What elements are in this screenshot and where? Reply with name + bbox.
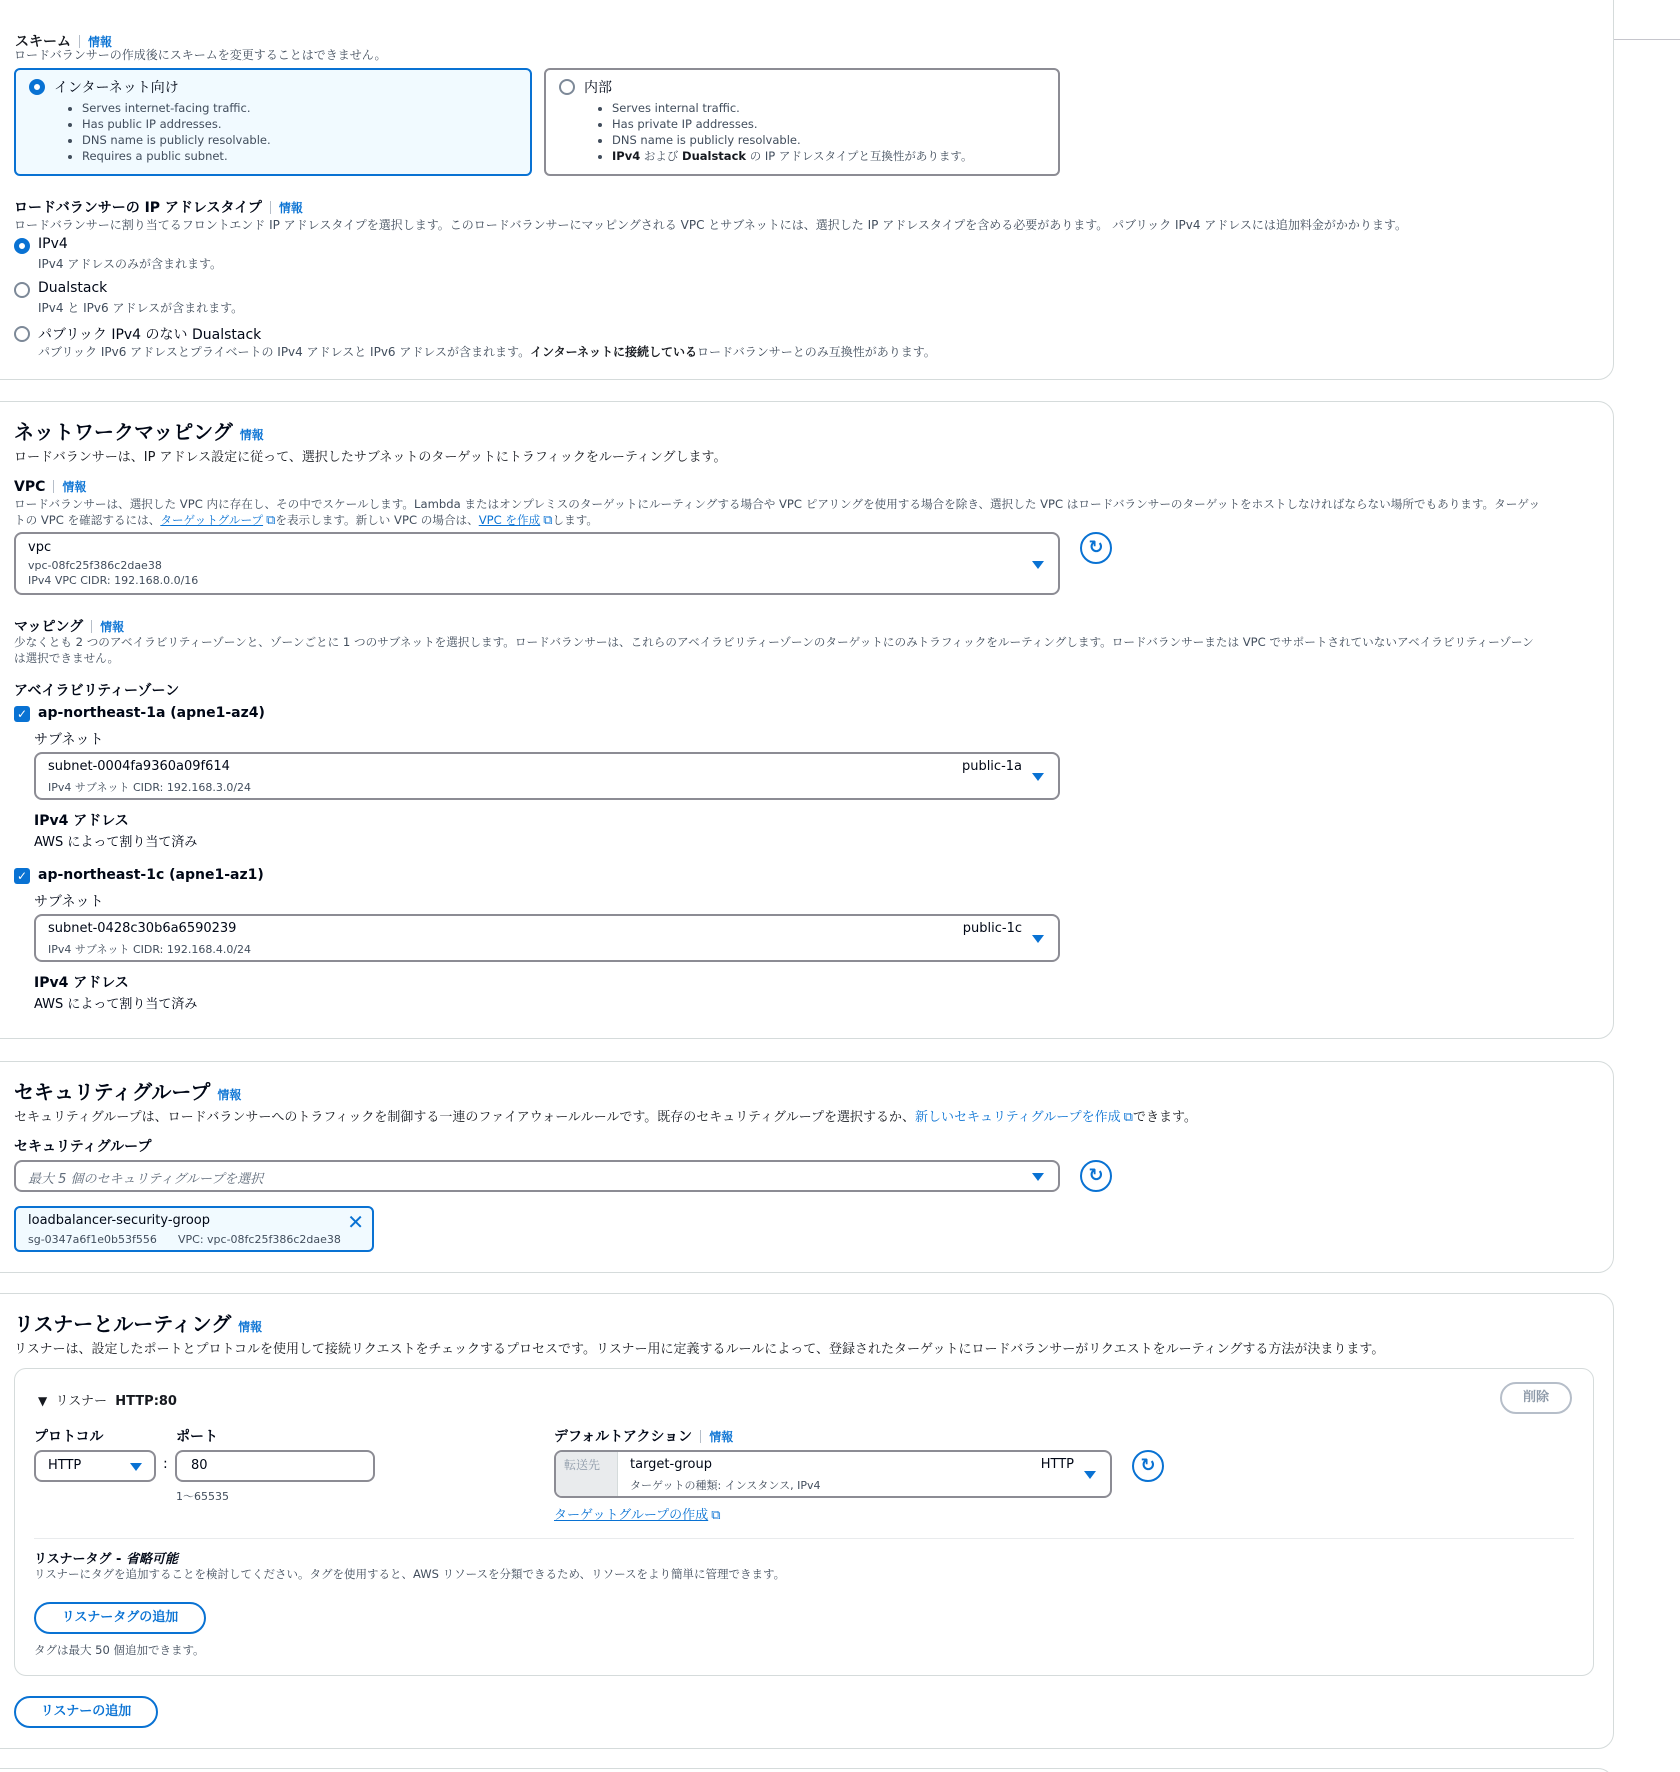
protocol-select[interactable]: [34, 1450, 156, 1482]
vpc-select[interactable]: [14, 532, 1060, 595]
list-item: • Serves internal traffic.: [612, 100, 973, 116]
internet-facing-radio[interactable]: [29, 79, 45, 95]
listener-panel: [14, 1368, 1594, 1676]
bullet-text: および: [640, 149, 683, 163]
security-groups-title: セキュリティグループ: [14, 1080, 211, 1104]
dualstack-bold: Dualstack: [682, 149, 747, 163]
default-action-info-link[interactable]: 情報: [709, 1430, 734, 1444]
listeners-description: リスナーは、設定したポートとプロトコルを使用して接続リクエストをチェックするプロセスです。リスナー用に定義するルールによって、登録されたターゲットにロードバランサーがリクエストをルーティングする方法が決まります。: [14, 1342, 1385, 1357]
target-group-refresh-button[interactable]: [1132, 1450, 1164, 1482]
vpc-info-link[interactable]: 情報: [62, 480, 87, 494]
desc-text: ロードバランサーとのみ互換性があります。: [697, 345, 936, 359]
dualstack-option-label: Dualstack: [38, 280, 108, 296]
az2-subnet-cidr: IPv4 サブネット CIDR: 192.168.4.0/24: [48, 943, 252, 956]
list-item: [612, 148, 973, 164]
az2-ip-label: IPv4 アドレス: [34, 975, 129, 991]
security-group-placeholder: 最大 5 個のセキュリティグループを選択: [28, 1172, 264, 1187]
caret-down-icon: [1084, 1471, 1096, 1479]
security-group-token: [14, 1206, 374, 1252]
desc-text: トの VPC を確認するには、: [14, 513, 161, 527]
network-mapping-title: ネットワークマッピング: [14, 420, 233, 444]
az1-subnet-cidr: IPv4 サブネット CIDR: 192.168.3.0/24: [48, 781, 252, 794]
internet-facing-bullets: [82, 100, 271, 164]
vpc-select-id: vpc-08fc25f386c2dae38: [28, 559, 162, 572]
tags-optional: 省略可能: [125, 1552, 178, 1567]
dualstack-no-public-ipv4-desc: [38, 343, 936, 360]
security-group-refresh-button[interactable]: [1080, 1160, 1112, 1192]
remove-listener-button[interactable]: 削除: [1500, 1382, 1572, 1414]
security-group-field-label: セキュリティグループ: [14, 1139, 152, 1155]
list-item: • Has private IP addresses.: [612, 116, 973, 132]
checkmark-icon: ✓: [16, 707, 28, 721]
create-target-group-link[interactable]: [554, 1504, 720, 1523]
link-text: VPC を作成: [478, 513, 541, 527]
listener-name: HTTP:80: [115, 1394, 177, 1409]
protocol-label: プロトコル: [34, 1429, 104, 1445]
port-value: 80: [191, 1458, 208, 1473]
vpc-select-name: vpc: [28, 540, 52, 555]
scheme-tile-internet-facing[interactable]: [14, 68, 532, 176]
vpc-label: VPC: [14, 479, 46, 495]
internal-radio[interactable]: [559, 79, 575, 95]
vpc-select-cidr: IPv4 VPC CIDR: 192.168.0.0/16: [28, 574, 199, 587]
protocol-value: HTTP: [48, 1458, 82, 1473]
target-group-desc: ターゲットの種類: インスタンス, IPv4: [630, 1479, 821, 1492]
desc-text: します。: [552, 513, 598, 527]
vpc-description-line2: [14, 512, 598, 528]
listener-prefix: リスナー: [55, 1394, 107, 1409]
ipv4-option-label: IPv4: [38, 236, 68, 252]
bullet-text: の IP アドレスタイプと互換性があります。: [746, 149, 973, 163]
az1-subnet-label: サブネット: [34, 732, 104, 748]
external-link-icon: ⧉: [711, 1508, 721, 1523]
ipv4-radio[interactable]: [14, 238, 30, 254]
refresh-icon: ↻: [1088, 537, 1104, 558]
token-vpc: VPC: vpc-08fc25f386c2dae38: [178, 1233, 341, 1246]
dualstack-no-public-ipv4-label: パブリック IPv4 のない Dualstack: [38, 327, 262, 343]
target-group-name: target-group: [630, 1457, 712, 1472]
target-group-select[interactable]: [554, 1450, 1112, 1498]
az-label: アベイラビリティーゾーン: [14, 683, 180, 699]
dualstack-no-public-ipv4-radio[interactable]: [14, 326, 30, 342]
create-security-group-link[interactable]: [915, 1110, 1133, 1125]
az2-ip-value: AWS によって割り当て済み: [34, 997, 198, 1012]
link-text: ターゲットグループの作成: [554, 1508, 709, 1523]
scheme-tile-internal[interactable]: [544, 68, 1060, 176]
listener-tags-heading: [34, 1548, 178, 1567]
network-mapping-heading: [14, 416, 264, 445]
listener-divider: [34, 1538, 1574, 1539]
scheme-title-text: スキーム: [15, 34, 71, 50]
scheme-info-link[interactable]: 情報: [88, 35, 113, 49]
security-info-link[interactable]: 情報: [217, 1088, 242, 1102]
mapping-label: マッピング: [14, 619, 84, 635]
mapping-description-line1: 少なくとも 2 つのアベイラビリティーゾーンと、ゾーンごとに 1 つのサブネットを選択します。ロードバランサーは、これらのアベイラビリティーゾーンのターゲットにのみトラフィックをルーティングします。ロードバランサーまたは VPC でサポートされていないアベイラビリティーゾーン: [14, 635, 1534, 649]
internal-bullets: [612, 100, 973, 164]
caret-down-icon: [1032, 1173, 1044, 1181]
security-groups-description: [14, 1106, 1197, 1125]
security-group-select[interactable]: [14, 1160, 1060, 1192]
caret-expanded-icon: ▼: [38, 1394, 48, 1408]
desc-text: できます。: [1132, 1110, 1197, 1125]
mapping-info-link[interactable]: 情報: [100, 620, 125, 634]
list-item: • DNS name is publicly resolvable.: [612, 132, 973, 148]
forward-to-label: 転送先: [556, 1452, 618, 1496]
external-link-icon: ⧉: [543, 513, 553, 528]
dualstack-radio[interactable]: [14, 282, 30, 298]
listeners-title: リスナーとルーティング: [14, 1312, 232, 1336]
desc-text: パブリック IPv6 アドレスとプライベートの IPv4 アドレスと IPv6 アドレスが含まれます。: [38, 345, 531, 359]
az2-subnet-select[interactable]: [34, 914, 1060, 962]
refresh-icon: ↻: [1140, 1455, 1156, 1476]
az1-subnet-select[interactable]: [34, 752, 1060, 800]
az2-subnet-id: subnet-0428c30b6a6590239: [48, 921, 237, 936]
az2-subnet-name: public-1c: [962, 921, 1022, 936]
desc-text: セキュリティグループは、ロードバランサーへのトラフィックを制御する一連のファイアウォールルールです。既存のセキュリティグループを選択するか、: [14, 1110, 915, 1125]
port-input[interactable]: [175, 1450, 375, 1482]
desc-text: を表示します。新しい VPC の場合は、: [275, 513, 479, 527]
network-info-link[interactable]: 情報: [239, 428, 264, 442]
listeners-info-link[interactable]: 情報: [238, 1320, 263, 1334]
ip-type-description: ロードバランサーに割り当てるフロントエンド IP アドレスタイプを選択します。このロードバランサーにマッピングされる VPC とサブネットには、選択した IP アドレスタイプを含める必要があります。 パブリック IPv4 アドレスには追加料金がかかります。: [14, 218, 1407, 232]
vpc-heading: [14, 478, 86, 495]
token-name: loadbalancer-security-groop: [28, 1213, 211, 1228]
add-listener-button[interactable]: リスナーの追加: [14, 1696, 158, 1728]
listeners-heading: [14, 1308, 262, 1337]
port-label: ポート: [176, 1429, 218, 1445]
default-action-label: デフォルトアクション: [554, 1429, 693, 1445]
mapping-description-line2: は選択できません。: [14, 651, 120, 665]
az1-subnet-name: public-1a: [961, 759, 1022, 774]
tags-label: リスナータグ -: [34, 1552, 126, 1567]
refresh-icon: ↻: [1088, 1165, 1104, 1186]
list-item: • Requires a public subnet.: [82, 148, 271, 164]
listener-tags-description: リスナーにタグを追加することを検討してください。タグを使用すると、AWS リソースを分類できるため、リソースをより簡単に管理できます。: [34, 1567, 786, 1581]
dualstack-option-desc: IPv4 と IPv6 アドレスが含まれます。: [38, 301, 244, 315]
external-link-icon: ⧉: [266, 513, 276, 528]
network-mapping-description: ロードバランサーは、IP アドレス設定に従って、選択したサブネットのターゲットにトラフィックをルーティングします。: [14, 450, 727, 465]
add-listener-tag-button[interactable]: リスナータグの追加: [34, 1602, 206, 1634]
caret-down-icon: [1032, 773, 1044, 781]
default-action-heading: [554, 1426, 733, 1446]
az2-checkbox[interactable]: [14, 868, 30, 884]
vpc-description-line1: ロードバランサーは、選択した VPC 内に存在し、その中でスケールします。Lambda またはオンプレミスのターゲットにルーティングする場合や VPC ピアリングを使用する場合を除き、選択した VPC はロードバランサーのターゲットをホストしなければならない場所でもあります。ターゲッ: [14, 497, 1541, 511]
checkmark-icon: ✓: [16, 869, 28, 883]
az2-subnet-label: サブネット: [34, 894, 104, 910]
ip-type-info-link[interactable]: 情報: [278, 201, 303, 215]
vpc-refresh-button[interactable]: [1080, 532, 1112, 564]
az2-name: ap-northeast-1c (apne1-az1): [38, 867, 264, 883]
list-item: • Has public IP addresses.: [82, 116, 271, 132]
az1-ip-value: AWS によって割り当て済み: [34, 835, 198, 850]
security-groups-heading: [14, 1076, 241, 1105]
close-icon[interactable]: ✕: [347, 1210, 364, 1234]
ipv4-bold: IPv4: [612, 149, 641, 163]
ip-type-label: ロードバランサーの IP アドレスタイプ: [14, 200, 262, 216]
caret-down-icon: [1032, 561, 1044, 569]
ipv4-option-desc: IPv4 アドレスのみが含まれます。: [38, 257, 223, 271]
mapping-heading: [14, 616, 124, 636]
external-link-icon: ⧉: [1123, 1110, 1133, 1125]
desc-bold: インターネットに接続している: [530, 345, 697, 359]
az1-subnet-id: subnet-0004fa9360a09f614: [48, 759, 230, 774]
list-item: • DNS name is publicly resolvable.: [82, 132, 271, 148]
scheme-description: ロードバランサーの作成後にスキームを変更することはできません。: [14, 48, 387, 62]
link-text: 新しいセキュリティグループを作成: [914, 1110, 1121, 1125]
list-item: • Serves internet-facing traffic.: [82, 100, 271, 116]
caret-down-icon: [130, 1463, 142, 1471]
tag-limit-text: タグは最大 50 個追加できます。: [34, 1643, 205, 1657]
port-hint: 1〜65535: [176, 1490, 229, 1503]
az1-ip-label: IPv4 アドレス: [34, 813, 129, 829]
internet-facing-label: インターネット向け: [54, 80, 179, 96]
create-vpc-link[interactable]: [479, 513, 553, 527]
link-text: ターゲットグループ: [160, 513, 264, 527]
az1-name: ap-northeast-1a (apne1-az4): [38, 705, 265, 721]
target-group-protocol: HTTP: [1040, 1457, 1074, 1472]
az1-checkbox[interactable]: [14, 706, 30, 722]
token-id: sg-0347a6f1e0b53f556: [28, 1233, 157, 1246]
target-groups-link[interactable]: [160, 513, 275, 527]
internal-label: 内部: [584, 80, 612, 96]
ip-type-heading: [14, 197, 303, 217]
next-card-edge: [0, 1768, 1614, 1772]
caret-down-icon: [1032, 935, 1044, 943]
listener-header[interactable]: [38, 1390, 177, 1409]
protocol-port-separator: :: [163, 1456, 168, 1472]
